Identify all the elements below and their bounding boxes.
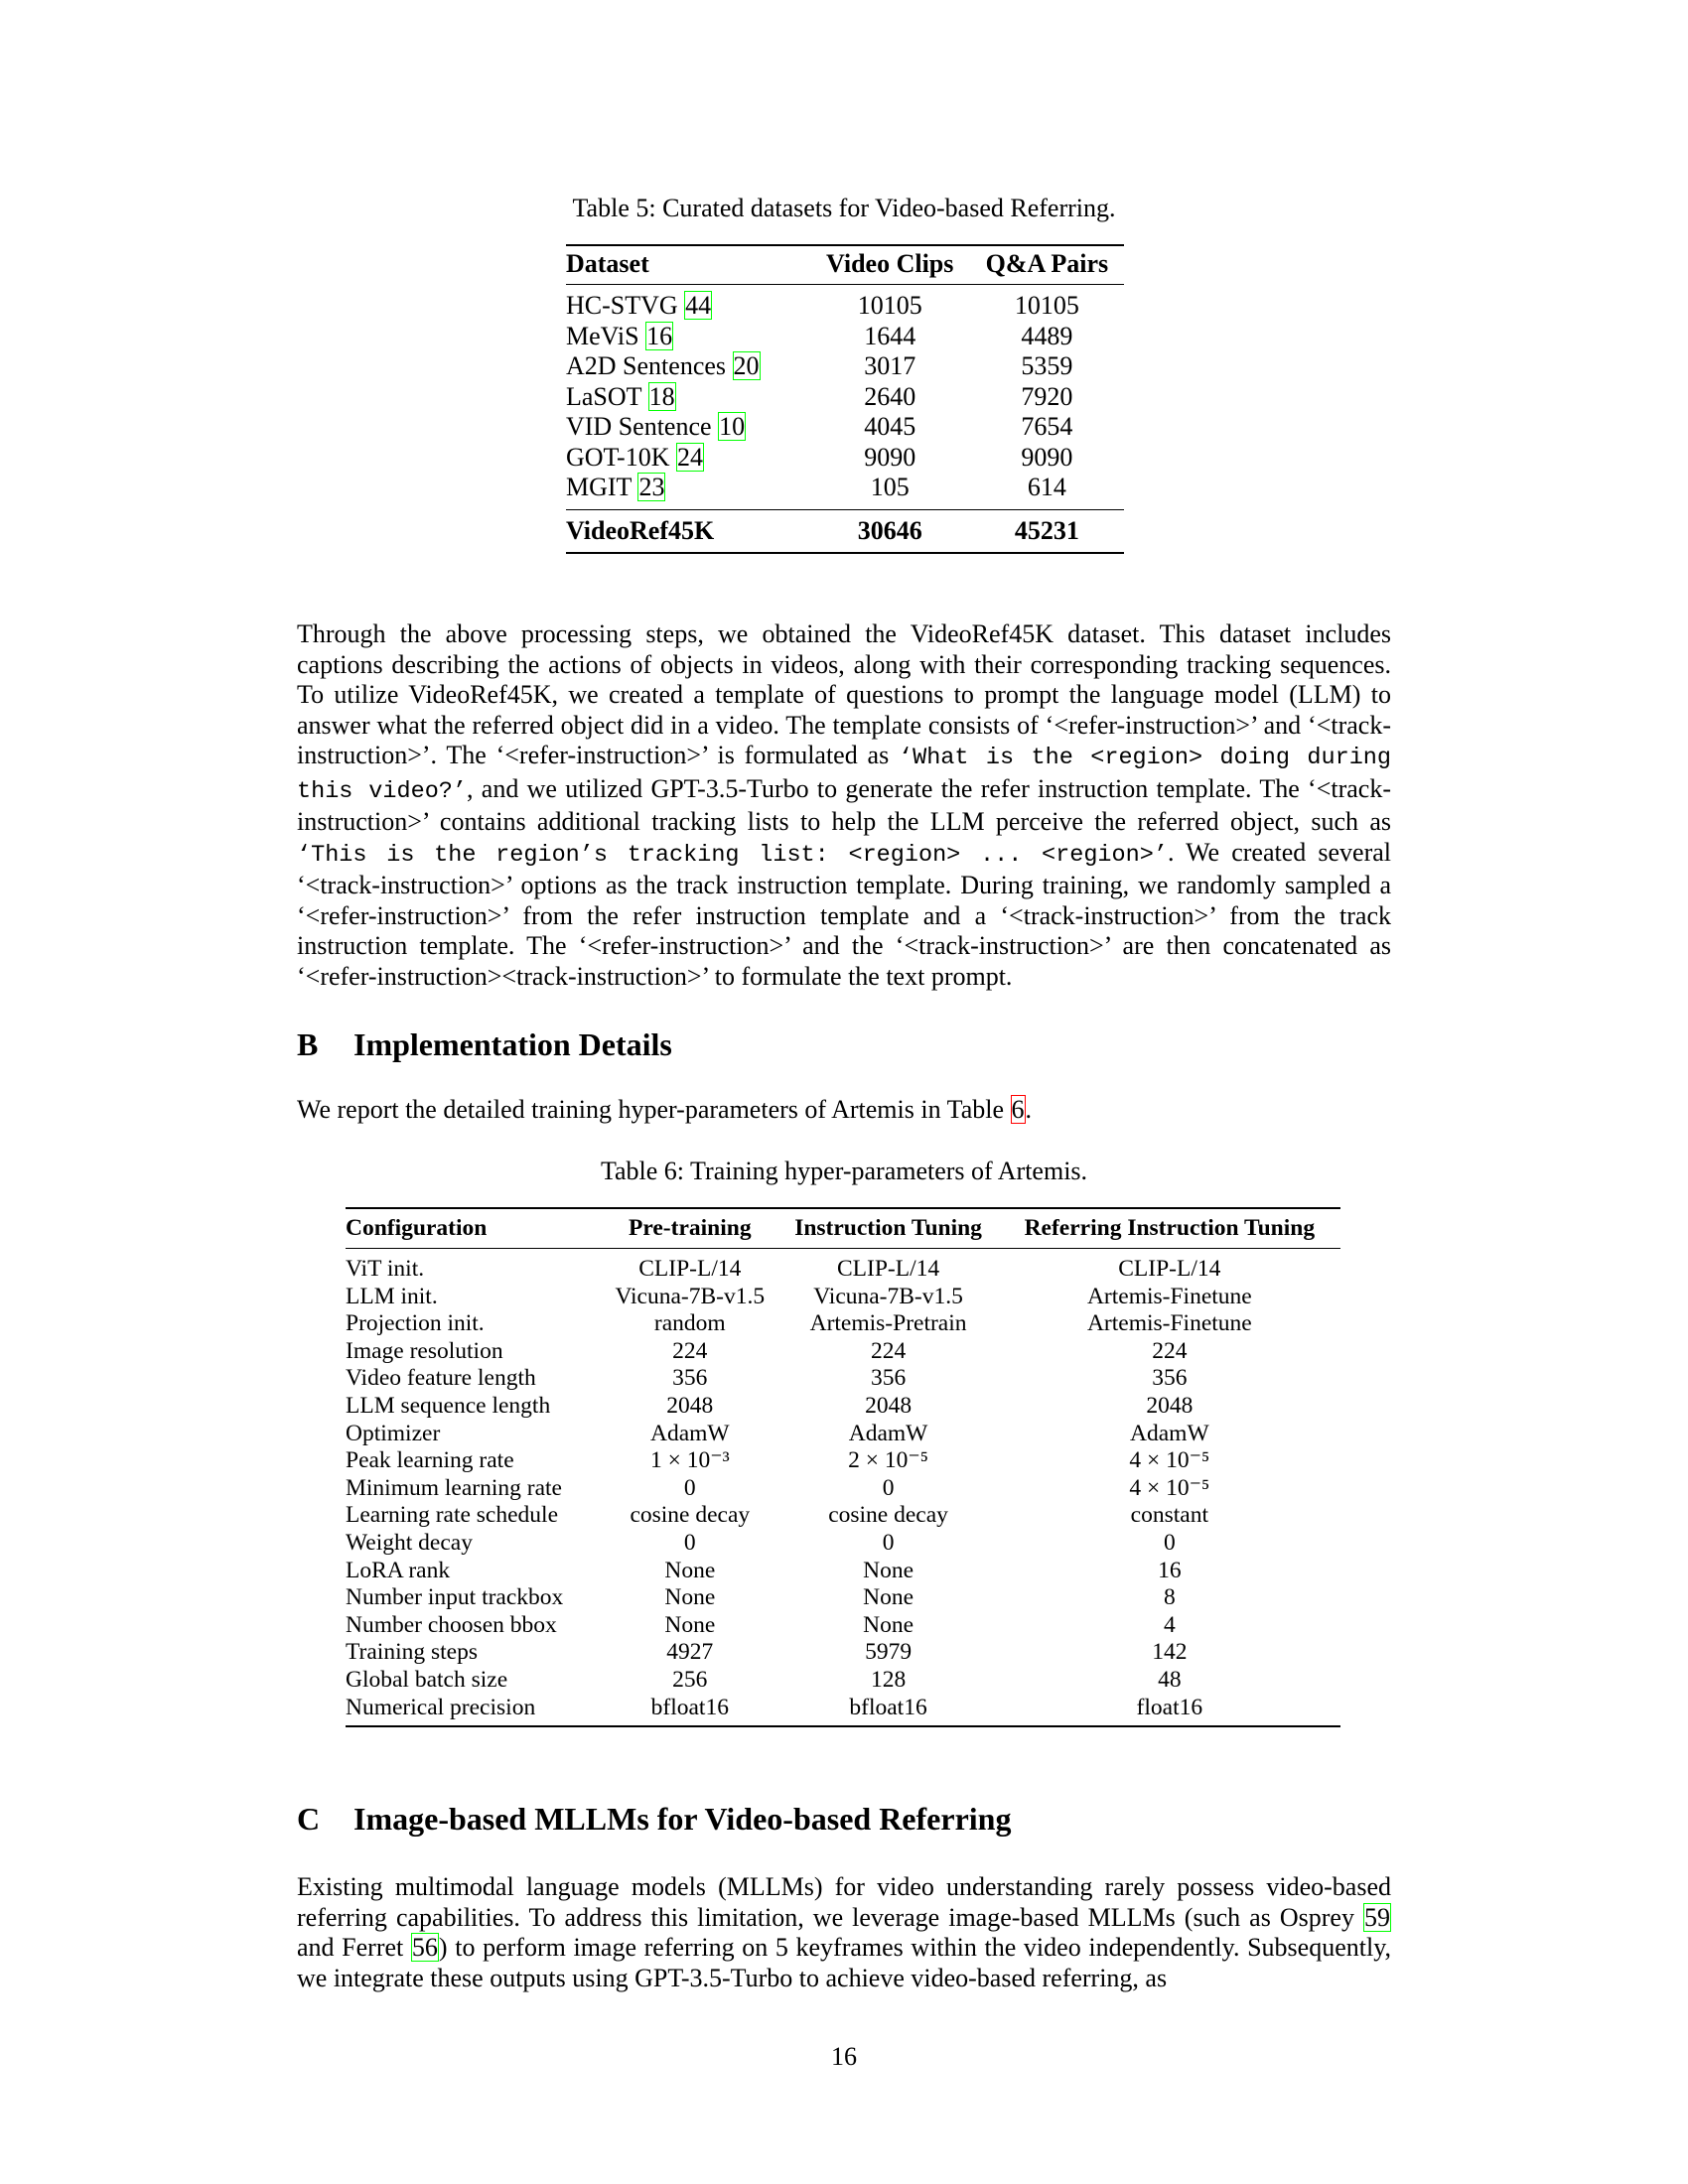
table6-value-cell: 4927 (666, 1639, 714, 1666)
table6-value-cell: constant (1130, 1502, 1208, 1529)
table6-row (346, 1338, 1340, 1366)
table5-pairs-cell: 9090 (1021, 442, 1073, 472)
table6-value-cell: Artemis-Pretrain (809, 1310, 967, 1337)
table6-value-cell: 2048 (666, 1392, 714, 1419)
table5-pairs-cell: 10105 (1014, 291, 1079, 320)
table6-config-cell: Projection init. (346, 1310, 485, 1337)
paraB-text-1: We report the detailed training hyper-parameters of Artemis in Table (297, 1095, 1011, 1124)
table6-value-cell: bfloat16 (849, 1694, 927, 1720)
table6-config-cell: Learning rate schedule (346, 1502, 559, 1529)
table6-value-cell: bfloat16 (650, 1694, 729, 1720)
table6-value-cell: Artemis-Finetune (1086, 1310, 1252, 1337)
para1-text-3: . We created several ‘<track-instruction>’ options as the track instruction template. During training, we randomly sampled a ‘<refer-instruction>’ from the refer instruction template and a ‘<track-instruction>’ from the track instruction template. The ‘<refer-instruction>’ and the ‘<track-instruction>’ are then concatenated as ‘<refer-instruction><track-instruction>’ to formulate the text prompt. (297, 837, 1391, 991)
table5-dataset-cell (566, 351, 810, 382)
paraB-text-2: . (1025, 1095, 1032, 1124)
dataset-name: MGIT (566, 473, 632, 501)
table6-config-cell: Optimizer (346, 1420, 441, 1446)
section-c-heading (297, 1801, 1011, 1838)
table6-value-cell: 128 (870, 1666, 907, 1693)
table6-value-cell: 2048 (865, 1392, 913, 1419)
section-c-title: Image-based MLLMs for Video-based Referring (353, 1801, 1012, 1837)
table6-value-cell: 5979 (865, 1639, 913, 1666)
table6-row (346, 1393, 1340, 1421)
table5-dataset-cell (566, 285, 810, 322)
dataset-name: LaSOT (566, 381, 642, 411)
para1-text-1: Through the above processing steps, we obtained the VideoRef45K dataset. This dataset includes captions describing the actions of objects in videos, along with their corresponding tracking sequences. To utilize VideoRef45K, we created a template of questions to prompt the language model (LLM) to answer what the referred object did in a video. The template consists of ‘<refer-instruction>’ and ‘<track-instruction>’. The ‘<refer-instruction>’ is formulated as (297, 619, 1391, 769)
table5-caption: Table 5: Curated datasets for Video-based Referring. (572, 194, 1116, 222)
table6-value-cell: None (863, 1611, 914, 1638)
table6-header-row (346, 1208, 1340, 1249)
table6-header-instruction: Instruction Tuning (794, 1215, 982, 1241)
table6-value-cell: 224 (870, 1337, 907, 1364)
table5-clips-cell: 105 (870, 473, 910, 501)
citation-link[interactable]: 18 (648, 381, 675, 411)
citation-link[interactable]: 44 (685, 291, 712, 320)
table5-pairs-cell: 4489 (1021, 321, 1073, 350)
table5-row (566, 412, 1124, 443)
table6-row (346, 1249, 1340, 1284)
citation-link[interactable]: 16 (646, 321, 673, 350)
table6-value-cell: 2048 (1146, 1392, 1194, 1419)
table6-row (346, 1365, 1340, 1393)
dataset-name: A2D Sentences (566, 351, 727, 380)
table6-value-cell: 48 (1158, 1666, 1182, 1693)
table5-dataset-cell (566, 473, 810, 509)
table6-value-cell: random (653, 1310, 726, 1337)
table6-value-cell: 356 (672, 1365, 708, 1392)
table5-clips-cell: 1644 (864, 321, 916, 350)
page-number: 16 (831, 2042, 857, 2071)
section-b-heading (297, 1026, 672, 1063)
table6-value-cell: None (863, 1584, 914, 1611)
table6-row (346, 1421, 1340, 1448)
paraC-text-3: ) to perform image referring on 5 keyframes within the video independently. Subsequently, we integrate these outputs using GPT-3.5-Turbo to achieve video-based referring, as (297, 1933, 1392, 1992)
citation-link-ferret[interactable]: 56 (411, 1933, 438, 1962)
table5-dataset-cell (566, 382, 810, 413)
table6-value-cell: AdamW (649, 1420, 730, 1446)
table6-value-cell: None (664, 1584, 716, 1611)
table6 (346, 1207, 1340, 1727)
table5-pairs-cell: 5359 (1021, 351, 1073, 380)
table6-value-cell: AdamW (848, 1420, 928, 1446)
table6-row (346, 1310, 1340, 1338)
dataset-name: GOT-10K (566, 442, 670, 472)
table6-value-cell: 0 (882, 1529, 895, 1556)
table6-caption: Table 6: Training hyper-parameters of Artemis. (600, 1157, 1088, 1185)
table6-value-cell: None (664, 1611, 716, 1638)
table5-total-pairs: 45231 (1014, 515, 1079, 545)
citation-link-osprey[interactable]: 59 (1364, 1902, 1390, 1932)
table6-value-cell: CLIP-L/14 (1118, 1256, 1221, 1282)
table6-value-cell: Artemis-Finetune (1086, 1283, 1252, 1309)
dataset-name: HC-STVG (566, 291, 678, 320)
table6-value-cell: 224 (1152, 1337, 1188, 1364)
dataset-name: MeViS (566, 321, 639, 350)
table6-row (346, 1639, 1340, 1667)
table5-clips-cell: 3017 (864, 351, 916, 380)
table6-value-cell: 256 (672, 1666, 708, 1693)
body-paragraph-videoref45k (297, 619, 1391, 992)
table6-value-cell: 2 × 10⁻⁵ (848, 1447, 928, 1474)
table6-header-pretraining: Pre-training (629, 1215, 752, 1241)
table5-dataset-cell (566, 412, 810, 443)
table6-value-cell: AdamW (1130, 1420, 1209, 1446)
table6-value-cell: 0 (882, 1474, 895, 1501)
table6-value-cell: 142 (1152, 1639, 1188, 1666)
table6-row (346, 1530, 1340, 1558)
table5-pairs-cell: 7654 (1021, 412, 1073, 441)
table5-total-clips: 30646 (857, 515, 922, 545)
table6-config-cell: Number input trackbox (346, 1584, 564, 1611)
table6-value-cell: 4 × 10⁻⁵ (1129, 1447, 1210, 1474)
table6-value-cell: cosine decay (630, 1502, 751, 1529)
table6-config-cell: Minimum learning rate (346, 1474, 562, 1501)
table6-value-cell: 4 (1163, 1611, 1176, 1638)
table6-value-cell: 356 (870, 1365, 907, 1392)
table6-value-cell: None (863, 1557, 914, 1583)
table6-row (346, 1695, 1340, 1727)
table6-config-cell: ViT init. (346, 1256, 425, 1282)
para1-code-refer: ‘What is the <region> doing during this video?’ (297, 745, 1391, 805)
table6-row (346, 1284, 1340, 1311)
paraC-text-2: and Ferret (297, 1933, 411, 1962)
table6-row (346, 1584, 1340, 1612)
table6-value-cell: 0 (1163, 1529, 1176, 1556)
para1-text-2: , and we utilized GPT-3.5-Turbo to generate the refer instruction template. The ‘<track-instruction>’ contains additional tracking lists to help the LLM perceive the referred object, such as (297, 773, 1391, 836)
table5-row (566, 473, 1124, 509)
table6-value-cell: Vicuna-7B-v1.5 (615, 1283, 766, 1309)
table6-config-cell: LLM init. (346, 1283, 438, 1309)
table6-value-cell: 16 (1158, 1557, 1182, 1583)
body-paragraph-image-mllms (297, 1872, 1391, 1993)
table6-value-cell: 0 (683, 1529, 696, 1556)
table5-header-dataset: Dataset (566, 249, 649, 278)
table6-config-cell: Training steps (346, 1639, 478, 1666)
table6-value-cell: Vicuna-7B-v1.5 (813, 1283, 963, 1309)
table6-value-cell: 8 (1163, 1584, 1176, 1611)
table6-row (346, 1667, 1340, 1695)
table6-value-cell: 1 × 10⁻³ (649, 1447, 730, 1474)
table6-link[interactable]: 6 (1011, 1095, 1025, 1124)
table6-header-referring: Referring Instruction Tuning (1024, 1215, 1316, 1241)
table6-value-cell: cosine decay (828, 1502, 948, 1529)
table6-value-cell: 356 (1152, 1365, 1188, 1392)
table6-value-cell: 0 (683, 1474, 696, 1501)
table5-dataset-cell (566, 443, 810, 474)
table6-value-cell: float16 (1136, 1694, 1203, 1720)
table5-row (566, 322, 1124, 352)
table6-value-cell: CLIP-L/14 (836, 1256, 940, 1282)
table6-config-cell: LLM sequence length (346, 1392, 551, 1419)
section-b-number: B (297, 1026, 319, 1062)
table5-row (566, 351, 1124, 382)
dataset-name: VID Sentence (566, 412, 712, 441)
table5-header-pairs: Q&A Pairs (985, 249, 1109, 278)
table5-row (566, 285, 1124, 322)
citation-link[interactable]: 23 (638, 473, 665, 501)
table6-config-cell: Weight decay (346, 1529, 473, 1556)
table5-header-row (566, 245, 1124, 285)
table5-dataset-cell (566, 322, 810, 352)
body-paragraph-implementation (297, 1095, 1391, 1126)
table6-config-cell: Global batch size (346, 1666, 508, 1693)
table6-value-cell: None (664, 1557, 716, 1583)
table6-header-config: Configuration (346, 1215, 488, 1241)
table6-config-cell: Image resolution (346, 1337, 503, 1364)
table6-row (346, 1447, 1340, 1475)
table6-value-cell: 224 (672, 1337, 708, 1364)
table6-row (346, 1558, 1340, 1585)
table5 (566, 244, 1124, 554)
table6-config-cell: Peak learning rate (346, 1447, 514, 1474)
table5-row (566, 382, 1124, 413)
table6-row (346, 1612, 1340, 1640)
paraC-text-1: Existing multimodal language models (MLLMs) for video understanding rarely possess video-based referring capabilities. To address this limitation, we leverage image-based MLLMs (such as Osprey (297, 1872, 1391, 1932)
table5-header-clips: Video Clips (826, 249, 954, 278)
citation-link[interactable]: 20 (733, 351, 760, 380)
para1-code-track: ‘This is the region’s tracking list: <region> ... <region>’ (297, 841, 1168, 869)
table5-clips-cell: 9090 (864, 442, 916, 472)
table6-value-cell: CLIP-L/14 (638, 1256, 742, 1282)
table6-config-cell: Numerical precision (346, 1694, 536, 1720)
section-b-title: Implementation Details (353, 1026, 672, 1062)
table6-value-cell: 4 × 10⁻⁵ (1129, 1474, 1210, 1501)
table5-clips-cell: 4045 (864, 412, 916, 441)
citation-link[interactable]: 24 (676, 442, 703, 472)
table5-clips-cell: 2640 (864, 381, 916, 411)
table6-config-cell: LoRA rank (346, 1557, 451, 1583)
table6-row (346, 1475, 1340, 1503)
table5-pairs-cell: 7920 (1021, 381, 1073, 411)
table5-total-name: VideoRef45K (566, 515, 715, 545)
table6-config-cell: Video feature length (346, 1365, 536, 1392)
citation-link[interactable]: 10 (719, 412, 746, 441)
table5-row (566, 443, 1124, 474)
table5-clips-cell: 10105 (857, 291, 922, 320)
table5-total-row (566, 509, 1124, 553)
table6-config-cell: Number choosen bbox (346, 1611, 557, 1638)
table5-pairs-cell: 614 (1027, 473, 1066, 501)
table6-row (346, 1502, 1340, 1530)
section-c-number: C (297, 1801, 321, 1837)
